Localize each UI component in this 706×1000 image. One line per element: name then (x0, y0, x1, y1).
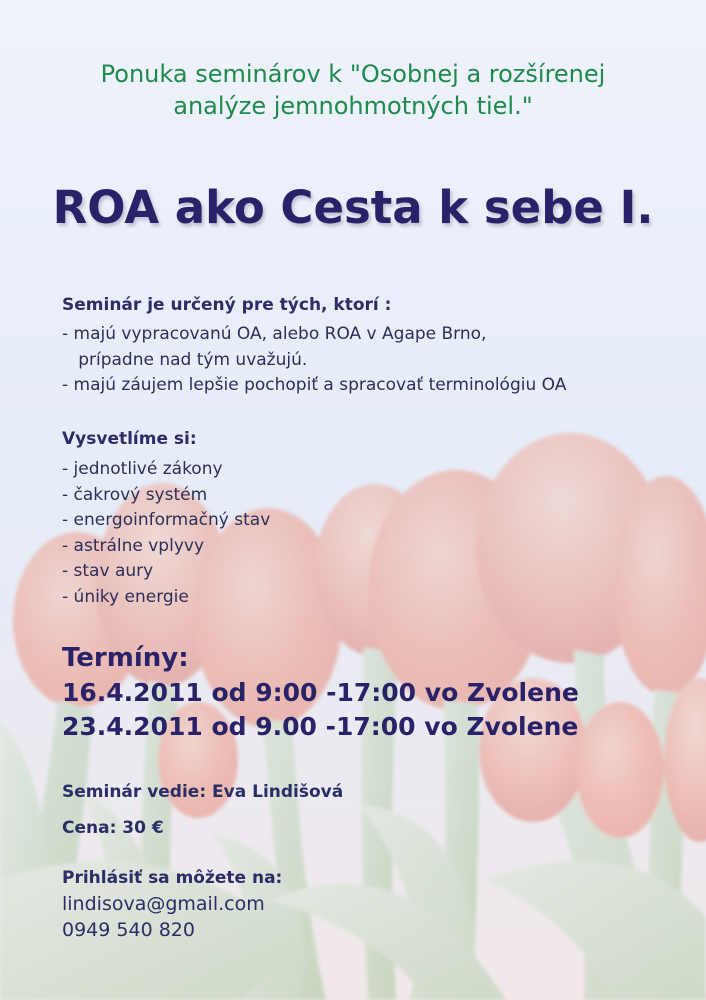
seminar-leader: Seminár vedie: Eva Lindišová (62, 782, 344, 802)
intro-line-2: analýze jemnohmotných tiel." (173, 92, 533, 120)
topic-item: - úniky energie (62, 586, 189, 607)
term-date: 16.4.2011 od 9:00 -17:00 vo Zvolene (62, 678, 579, 707)
phone-number: 0949 540 820 (62, 919, 195, 941)
term-date: 23.4.2011 od 9.00 -17:00 vo Zvolene (62, 712, 579, 741)
contact-block (62, 891, 265, 943)
topic-item: - čakrový systém (62, 484, 208, 505)
audience-item: - majú vypracovanú OA, alebo ROA v Agape Brno, (62, 324, 487, 344)
topic-item: - astrálne vplyvy (62, 535, 205, 556)
audience-item: - majú záujem lepšie pochopiť a spracovať terminológiu OA (62, 375, 567, 395)
audience-item: prípadne nad tým uvažujú. (62, 349, 308, 370)
topic-item: - stav aury (62, 561, 154, 582)
signup-heading: Prihlásiť sa môžete na: (62, 868, 283, 888)
intro-heading (0, 58, 706, 122)
audience-heading: Seminár je určený pre tých, ktorí : (62, 295, 392, 315)
intro-line-1: Ponuka seminárov k "Osobnej a rozšírenej (100, 60, 606, 88)
seminar-price: Cena: 30 € (62, 818, 164, 838)
topics-heading: Vysvetlíme si: (62, 429, 197, 449)
email-address: lindisova@gmail.com (62, 893, 265, 915)
terms-heading: Termíny: (62, 643, 189, 673)
topic-item: - energoinformačný stav (62, 510, 271, 531)
seminar-title: ROA ako Cesta k sebe I. (52, 181, 654, 234)
topic-item: - jednotlivé zákony (62, 459, 223, 479)
terms-list (62, 676, 579, 744)
topics-list (62, 457, 270, 611)
audience-list (62, 322, 566, 399)
